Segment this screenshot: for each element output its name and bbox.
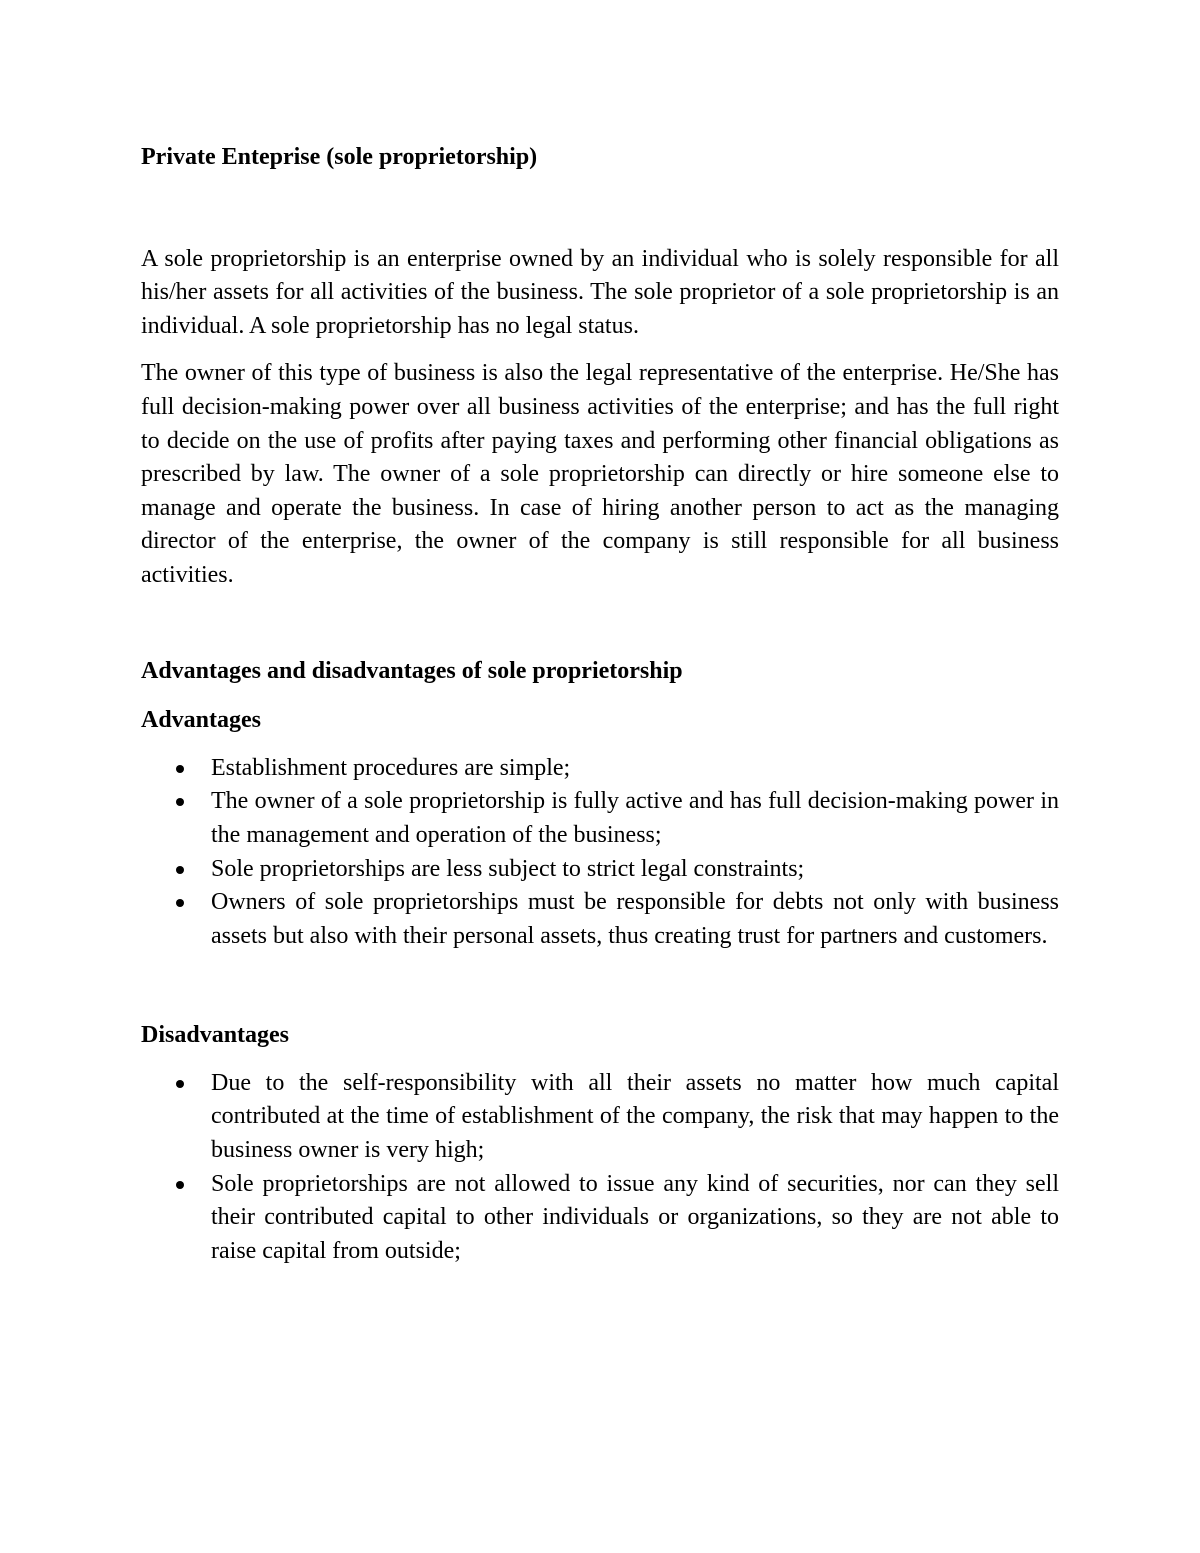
document-title: Private Enteprise (sole proprietorship) xyxy=(141,144,538,170)
list-item-text: Sole proprietorships are not allowed to issue any kind of securities, nor can they sell their contributed capital to other individuals or organizations, so they are not able to raise capital from outside; xyxy=(211,1170,1059,1264)
list-item xyxy=(141,752,1059,786)
list-item xyxy=(141,785,1059,852)
bullet-icon xyxy=(176,1181,184,1189)
bullet-icon xyxy=(176,1080,184,1088)
disadvantages-list xyxy=(141,1067,1059,1269)
bullet-icon xyxy=(176,866,184,874)
list-item xyxy=(141,1168,1059,1269)
list-item-text: Establishment procedures are simple; xyxy=(211,754,571,781)
advantages-heading: Advantages xyxy=(141,707,262,734)
section-heading: Advantages and disadvantages of sole proprietorship xyxy=(141,657,683,684)
list-item xyxy=(141,1067,1059,1168)
list-item-text: Owners of sole proprietorships must be responsible for debts not only with business assets but also with their personal assets, thus creating trust for partners and customers. xyxy=(211,889,1059,949)
bullet-icon xyxy=(176,798,184,806)
intro-paragraph: A sole proprietorship is an enterprise owned by an individual who is solely responsible for all his/her assets for all activities of the business. The sole proprietor of a sole proprietorship is an individual. A sole proprietorship has no legal status. xyxy=(141,245,1059,339)
disadvantages-heading: Disadvantages xyxy=(141,1022,290,1049)
bullet-icon xyxy=(176,899,184,907)
list-item-text: The owner of a sole proprietorship is fully active and has full decision-making power in the management and operation of the business; xyxy=(211,788,1059,848)
document-body xyxy=(141,141,1059,1268)
bullet-icon xyxy=(176,765,184,773)
list-item-text: Due to the self-responsibility with all their assets no matter how much capital contributed at the time of establishment of the company, the risk that may happen to the business owner is very high; xyxy=(211,1069,1059,1164)
owner-paragraph: The owner of this type of business is also the legal representative of the enterprise. He/She has full decision-making power over all business activities of the enterprise; and has the full right to decide on the use of profits after paying taxes and performing other financial obligations as prescribed by law. The owner of a sole proprietorship can directly or hire someone else to manage and operate the business. In case of hiring another person to act as the managing director of the enterprise, the owner of the company is still responsible for all business activities. xyxy=(141,360,1059,588)
list-item-text: Sole proprietorships are less subject to strict legal constraints; xyxy=(211,855,805,882)
list-item xyxy=(141,853,1059,887)
advantages-list xyxy=(141,752,1059,954)
list-item xyxy=(141,886,1059,953)
